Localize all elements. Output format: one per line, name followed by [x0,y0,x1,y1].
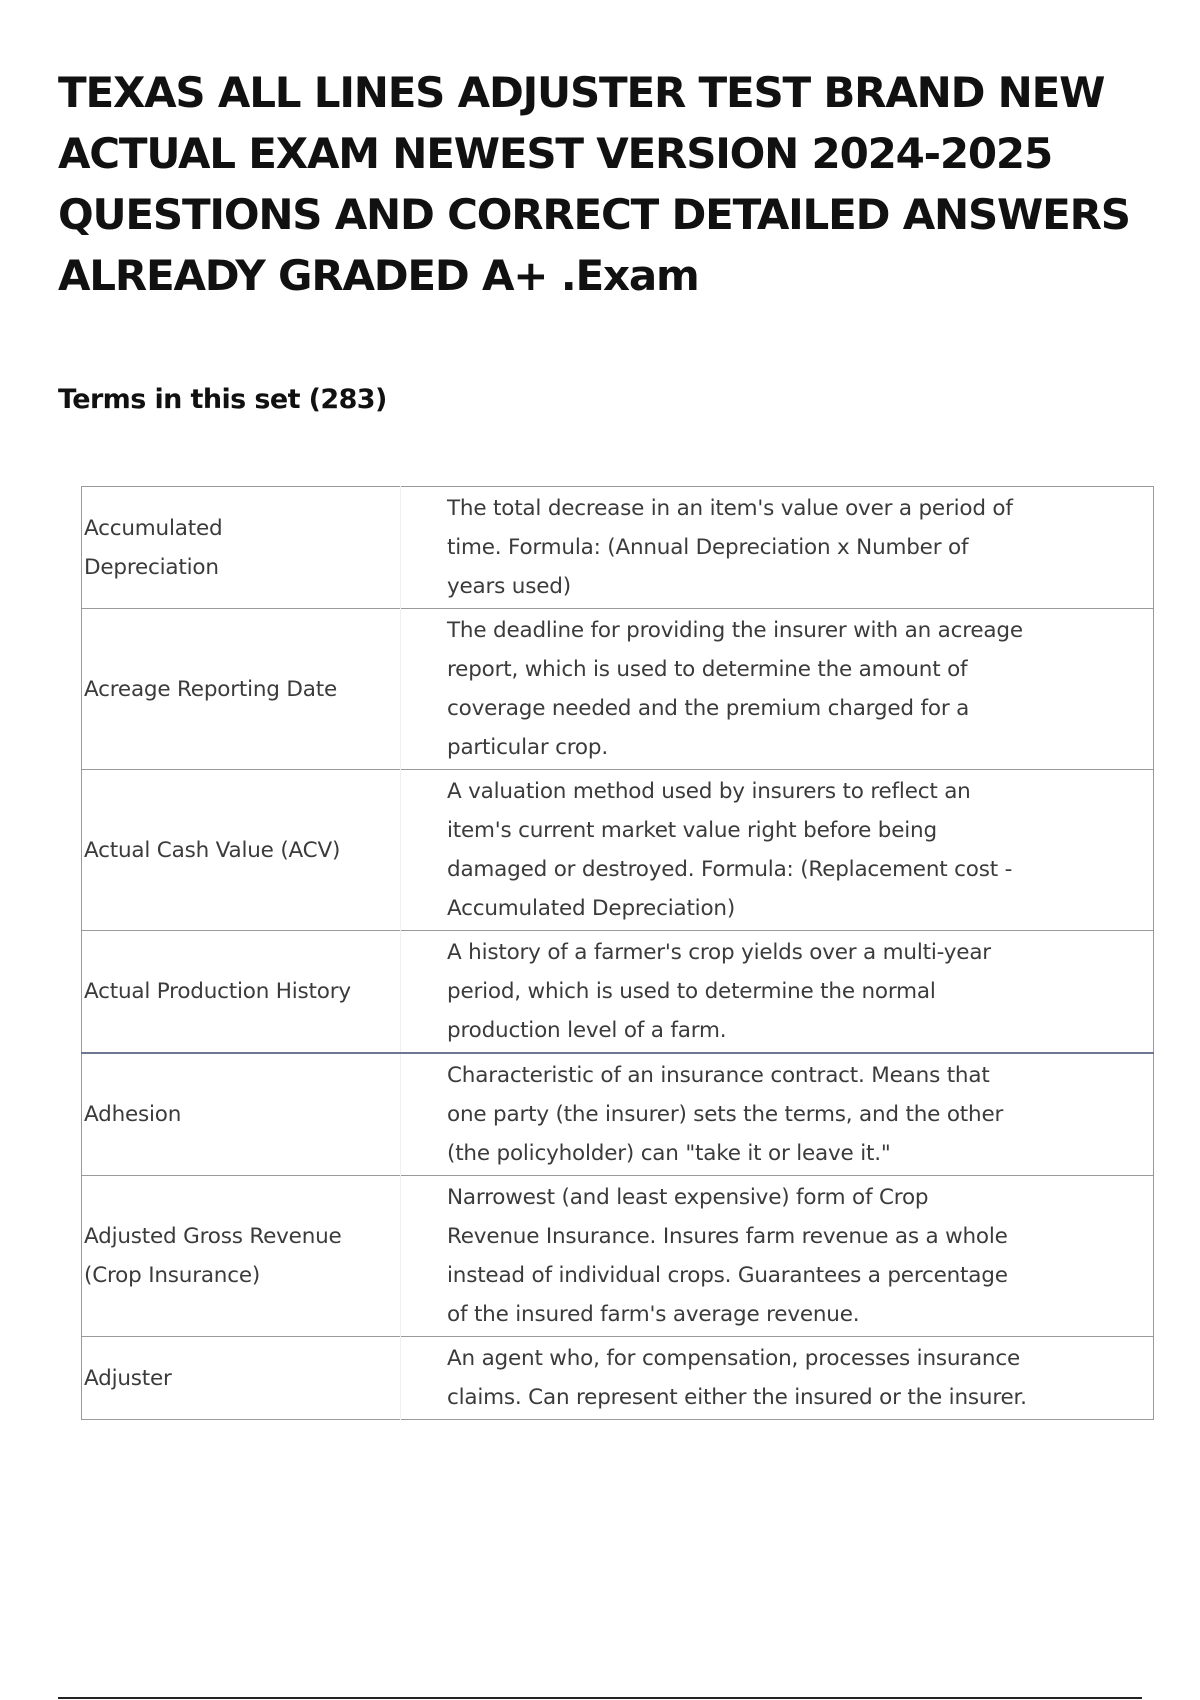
term-cell [82,770,401,931]
definition-line: time. Formula: (Annual Depreciation x Number of [447,535,969,560]
definition-line: A history of a farmer's crop yields over a multi-year [447,940,991,965]
document-title [58,62,1178,306]
definition-cell [401,1053,1154,1176]
definition-line: instead of individual crops. Guarantees a percentage [447,1263,1008,1288]
term-line: Adhesion [84,1102,182,1127]
definition-line: claims. Can represent either the insured or the insurer. [447,1385,1027,1410]
definition-line: Narrowest (and least expensive) form of Crop [447,1185,929,1210]
definition-line: Accumulated Depreciation) [447,896,736,921]
definition-cell [401,1176,1154,1337]
definition-line: The total decrease in an item's value over a period of [447,496,1013,521]
definition-line: particular crop. [447,735,608,760]
title-line: TEXAS ALL LINES ADJUSTER TEST BRAND NEW [58,68,1105,117]
term-line: Accumulated [84,515,223,541]
term-row [82,1176,1154,1337]
footer-divider [58,1697,1142,1699]
definition-line: one party (the insurer) sets the terms, and the other [447,1102,1004,1127]
definition-line: coverage needed and the premium charged for a [447,696,970,721]
term-line: Acreage Reporting Date [84,676,337,702]
definition-cell [401,1337,1154,1420]
term-row [82,770,1154,931]
term-row [82,1337,1154,1420]
term-line: Actual Production History [84,979,351,1004]
title-line: ACTUAL EXAM NEWEST VERSION 2024-2025 [58,129,1052,178]
term-cell [82,1176,401,1337]
definition-line: item's current market value right before being [447,818,937,843]
definition-line: report, which is used to determine the amount of [447,657,968,682]
term-row [82,609,1154,770]
definition-line: damaged or destroyed. Formula: (Replacement cost - [447,857,1013,882]
definition-line: Revenue Insurance. Insures farm revenue as a whole [447,1224,1008,1249]
definition-line: A valuation method used by insurers to reflect an [447,779,971,804]
terms-table [81,486,1154,1420]
definition-cell [401,487,1154,609]
definition-line: (the policyholder) can "take it or leave it." [447,1141,891,1166]
term-cell [82,1053,401,1176]
term-row [82,931,1154,1054]
term-row [82,1053,1154,1176]
term-line: Actual Cash Value (ACV) [84,837,341,863]
definition-line: Characteristic of an insurance contract. Means that [447,1063,990,1088]
term-line: Adjuster [84,1365,172,1391]
term-line: Adjusted Gross Revenue [84,1224,342,1249]
term-cell [82,487,401,609]
definition-line: period, which is used to determine the normal [447,979,936,1004]
title-line: ALREADY GRADED A+ .Exam [58,251,699,300]
definition-line: The deadline for providing the insurer with an acreage [447,618,1023,643]
definition-line: production level of a farm. [447,1018,727,1043]
definition-line: An agent who, for compensation, processes insurance [447,1346,1020,1371]
definition-line: of the insured farm's average revenue. [447,1302,860,1327]
term-line: Depreciation [84,554,219,580]
term-cell [82,609,401,770]
terms-count-heading: Terms in this set (283) [58,384,387,415]
definition-cell [401,770,1154,931]
title-line: QUESTIONS AND CORRECT DETAILED ANSWERS [58,190,1130,239]
definition-cell [401,931,1154,1054]
term-row [82,487,1154,609]
term-cell [82,931,401,1054]
term-cell [82,1337,401,1420]
definition-cell [401,609,1154,770]
definition-line: years used) [447,574,571,599]
term-line: (Crop Insurance) [84,1263,261,1288]
